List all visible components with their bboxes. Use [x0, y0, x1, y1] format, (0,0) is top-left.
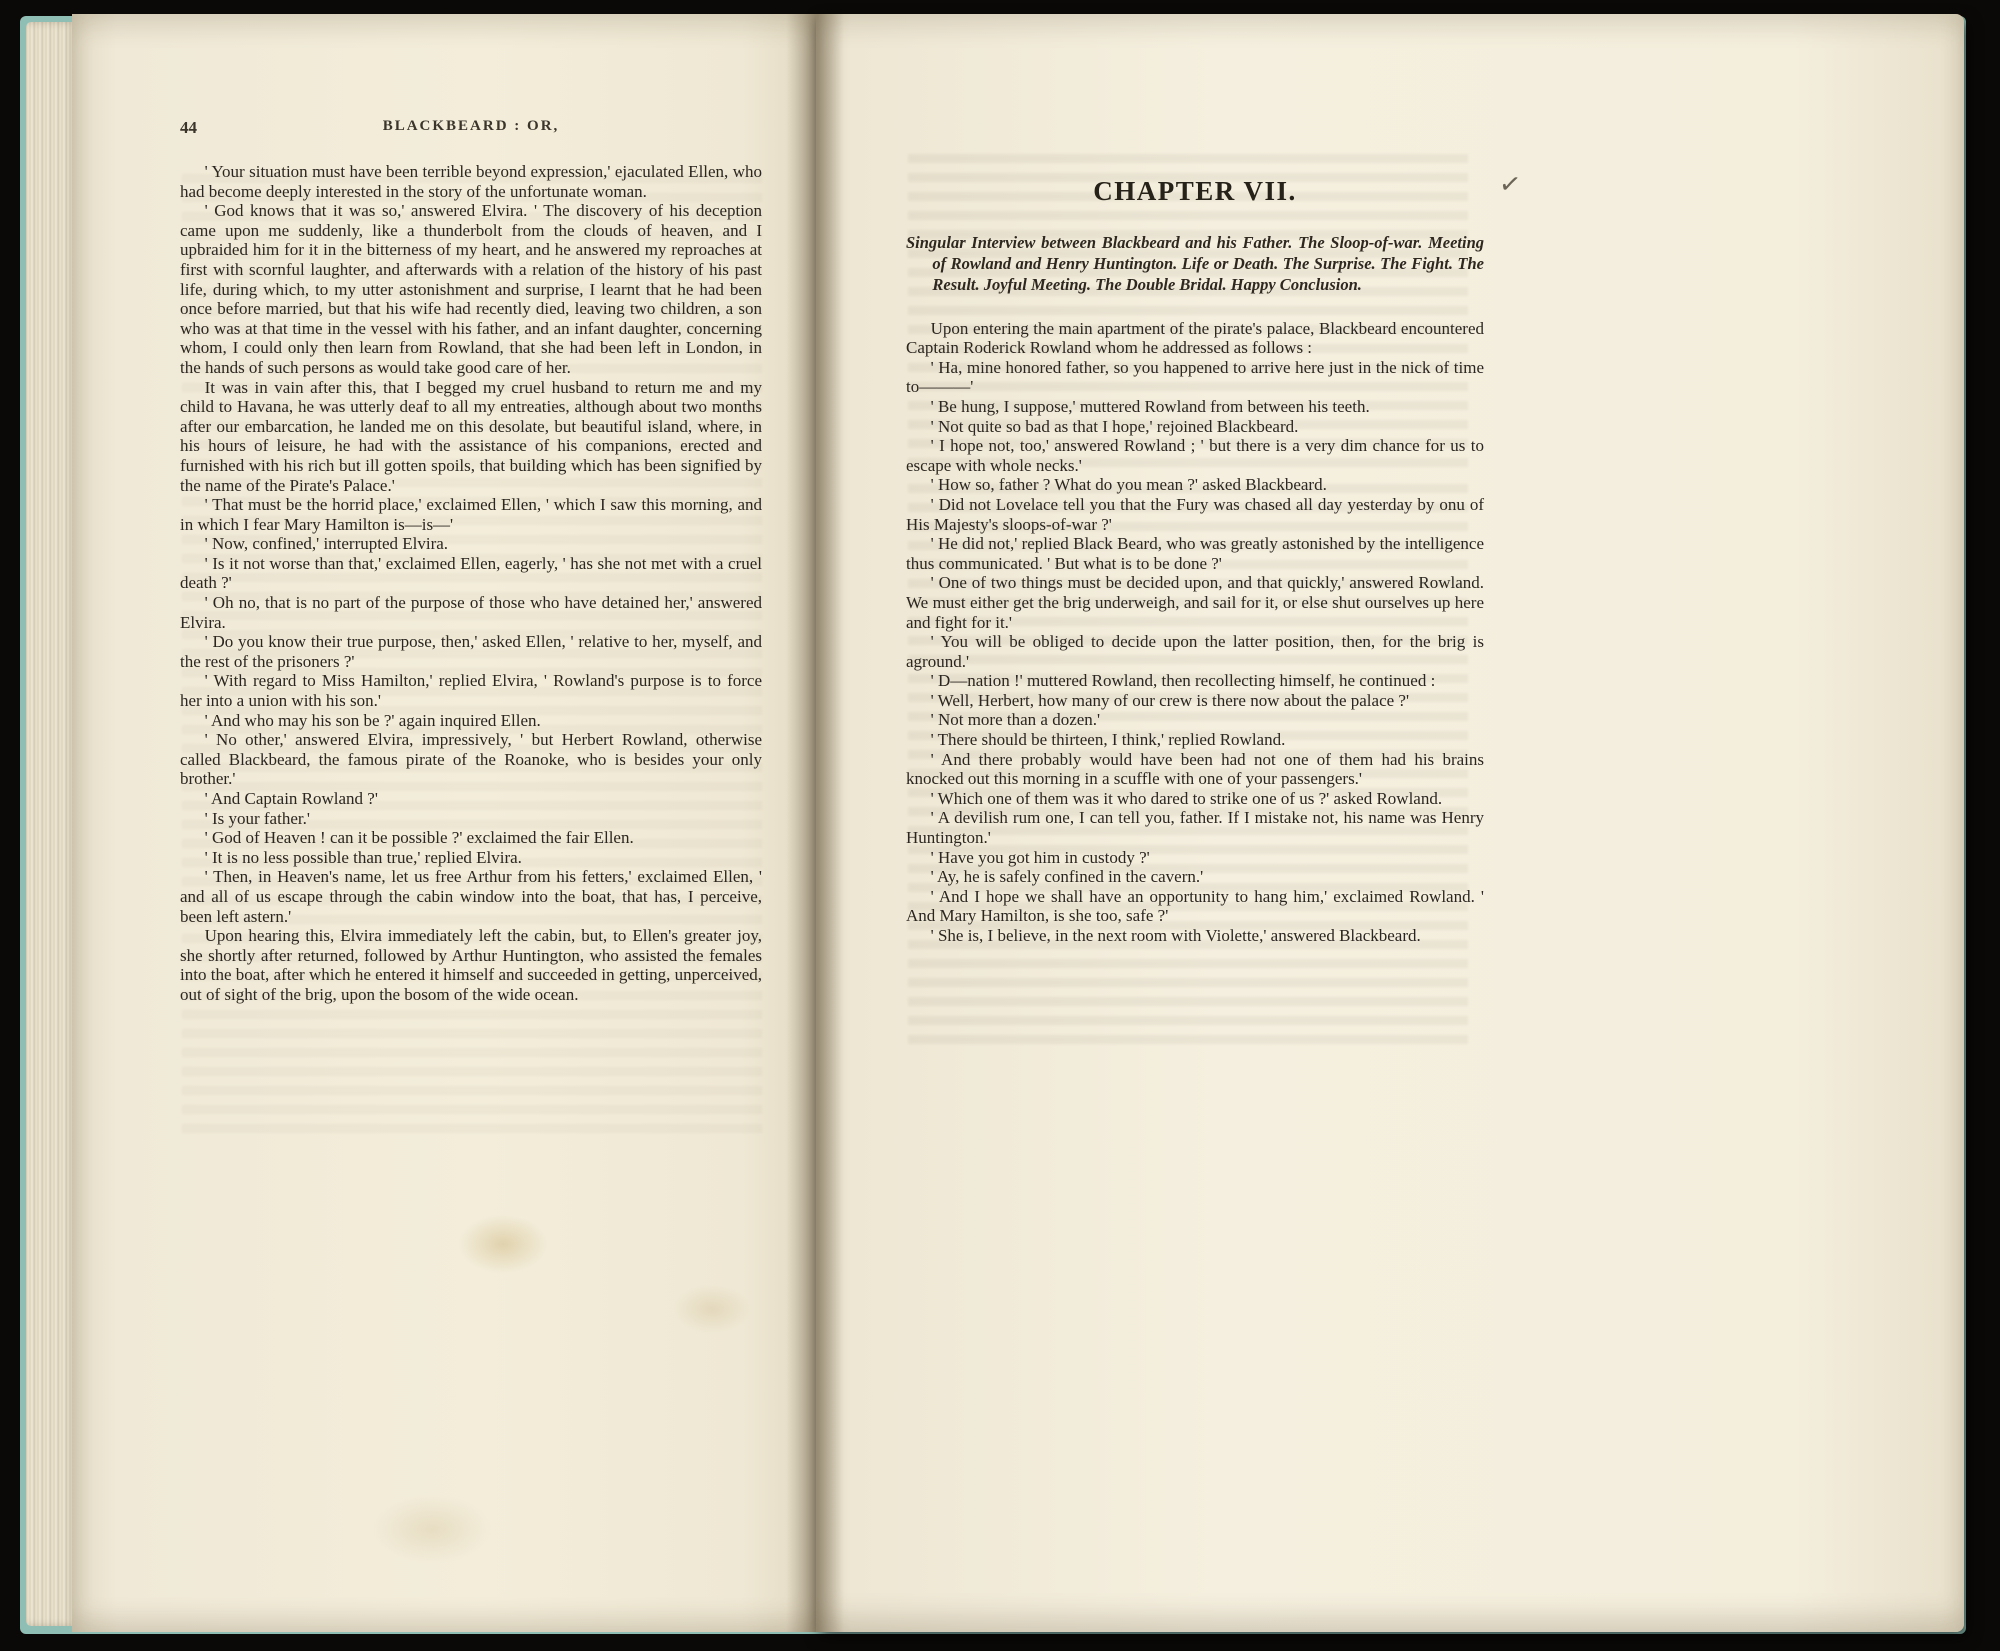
- paragraph: ' Did not Lovelace tell you that the Fury was chased all day yesterday by onu of His Majesty's sloops-of-war ?': [906, 494, 1484, 534]
- paragraph: ' Which one of them was it who dared to strike one of us ?' asked Rowland.: [930, 788, 1443, 808]
- paragraph: ' No other,' answered Elvira, impressively, ' but Herbert Rowland, otherwise called Blackbeard, the famous pirate of the Roanoke, who is besides your only brother.': [180, 730, 762, 789]
- paragraph: ' And who may his son be ?' again inquired Ellen.: [204, 710, 541, 730]
- paragraph: ' Then, in Heaven's name, let us free Arthur from his fetters,' exclaimed Ellen, ' and all of us escape through the cabin window into the boat, that has, I perceive, been left astern.': [180, 867, 762, 926]
- paragraph: ' And Captain Rowland ?': [204, 789, 378, 808]
- paragraph: ' Be hung, I suppose,' muttered Rowland from between his teeth.: [930, 396, 1370, 416]
- paragraph: ' Is it not worse than that,' exclaimed Ellen, eagerly, ' has she not met with a cruel death ?': [180, 553, 762, 593]
- paragraph: ' God knows that it was so,' answered Elvira. ' The discovery of his deception came upon me suddenly, like a thunderbolt from the clouds of heaven, and I upbraided him for it in the bitterness of my heart, and he answered my reproaches at first with scornful laughter, and afterwards with a relation of the history of his past life, during which, to my utter astonishment and surprise, I learnt that he had been once before married, but that his wife had recently died, leaving two children, a son who was at that time in the vessel with his father, and an infant daughter, concerning whom, I could only then learn from Rowland, that she had been left in London, in the hands of such persons as would take good care of her.: [180, 201, 762, 377]
- paragraph: ' Is your father.': [204, 808, 310, 828]
- paragraph: Upon hearing this, Elvira immediately left the cabin, but, to Ellen's greater joy, she shortly after returned, followed by Arthur Huntington, who assisted the females into the boat, after which he entered it himself and succeeded in getting, unperceived, out of sight of the brig, upon the bosom of the wide ocean.: [180, 926, 762, 1004]
- paragraph: ' Do you know their true purpose, then,' asked Ellen, ' relative to her, myself, and the rest of the prisoners ?': [180, 632, 762, 671]
- paragraph: ' I hope not, too,' answered Rowland ; ' but there is a very dim chance for us to escape with whole necks.': [906, 436, 1484, 475]
- paragraph: ' God of Heaven ! can it be possible ?' exclaimed the fair Ellen.: [204, 828, 634, 848]
- paragraph: ' Oh no, that is no part of the purpose of those who have detained her,' answered Elvira.: [180, 593, 762, 632]
- chapter-heading: [906, 168, 1525, 206]
- paragraph: ' It is no less possible than true,' replied Elvira.: [204, 847, 522, 867]
- paragraph: ' You will be obliged to decide upon the latter position, then, for the brig is aground.': [906, 632, 1484, 671]
- chapter-body: [906, 319, 1484, 946]
- page-number: 44: [180, 118, 197, 137]
- pencil-checkmark: ✓: [1496, 168, 1525, 202]
- book-spread: [26, 14, 1964, 1636]
- paragraph: ' With regard to Miss Hamilton,' replied Elvira, ' Rowland's purpose is to force her into a union with his son.': [180, 671, 762, 711]
- running-title: BLACKBEARD : OR,: [382, 118, 560, 134]
- paragraph: Upon entering the main apartment of the pirate's palace, Blackbeard encountered Captain Roderick Rowland whom he addressed as follows :: [906, 318, 1484, 358]
- left-page: [72, 14, 816, 1632]
- foxing-stain: [458, 1214, 548, 1274]
- paragraph: ' Not quite so bad as that I hope,' rejoined Blackbeard.: [930, 416, 1299, 436]
- paragraph: ' A devilish rum one, I can tell you, father. If I mistake not, his name was Henry Huntington.': [906, 808, 1484, 848]
- paragraph: ' How so, father ? What do you mean ?' asked Blackbeard.: [930, 475, 1327, 495]
- paragraph: ' One of two things must be decided upon, and that quickly,' answered Rowland. We must either get the brig underweigh, and sail for it, or else shut ourselves up here and fight for it.': [906, 573, 1484, 632]
- paragraph: ' Well, Herbert, how many of our crew is there now about the palace ?': [930, 690, 1410, 710]
- paragraph: ' Have you got him in custody ?': [930, 847, 1150, 867]
- foxing-stain: [372, 1494, 492, 1564]
- paragraph: ' D—nation !' muttered Rowland, then recollecting himself, he continued :: [930, 671, 1436, 691]
- paragraph: ' Ay, he is safely confined in the cavern.': [930, 867, 1204, 887]
- left-text-column: [180, 162, 762, 1005]
- paragraph: ' Your situation must have been terrible beyond expression,' ejaculated Ellen, who had become deeply interested in the story of the unfortunate woman.: [180, 162, 762, 201]
- paragraph: ' That must be the horrid place,' exclaimed Ellen, ' which I saw this morning, and in which I fear Mary Hamilton is—is—': [180, 495, 762, 534]
- paragraph: ' Now, confined,' interrupted Elvira.: [204, 534, 449, 554]
- foxing-stain: [672, 1284, 752, 1334]
- paragraph: ' And I hope we shall have an opportunity to hang him,' exclaimed Rowland. ' And Mary Hamilton, is she too, safe ?': [906, 886, 1484, 926]
- paragraph: ' And there probably would have been had not one of them had his brains knocked out this morning in a scuffle with one of your passengers.': [906, 749, 1484, 789]
- chapter-heading-text: CHAPTER VII.: [1093, 176, 1297, 206]
- left-running-header: [180, 118, 762, 135]
- right-text-column: [906, 168, 1525, 946]
- page-stack-edges: [26, 22, 78, 1626]
- paragraph: ' Ha, mine honored father, so you happened to arrive here just in the nick of time to———': [906, 357, 1484, 397]
- right-page: [816, 14, 1964, 1632]
- paragraph: It was in vain after this, that I begged my cruel husband to return me and my child to Havana, he was utterly deaf to all my entreaties, although about two months after our embarcation, he landed me on this desolate, but beautiful island, where, in his hours of leisure, he had with the assistance of his companions, erected and furnished with his rich but ill gotten spoils, that building which has been signified by the name of the Pirate's Palace.': [180, 377, 762, 495]
- paragraph: ' He did not,' replied Black Beard, who was greatly astonished by the intelligence thus communicated. ' But what is to be done ?': [906, 534, 1484, 573]
- chapter-summary: Singular Interview between Blackbeard and his Father. The Sloop-of-war. Meeting of Rowland and Henry Huntington. Life or Death. The Surprise. The Fight. The Result. Joyful Meeting. The Double Bridal. Happy Conclusion.: [906, 232, 1484, 294]
- paragraph: ' Not more than a dozen.': [930, 710, 1101, 730]
- paragraph: ' She is, I believe, in the next room with Violette,' answered Blackbeard.: [930, 926, 1421, 945]
- paragraph: ' There should be thirteen, I think,' replied Rowland.: [930, 730, 1286, 750]
